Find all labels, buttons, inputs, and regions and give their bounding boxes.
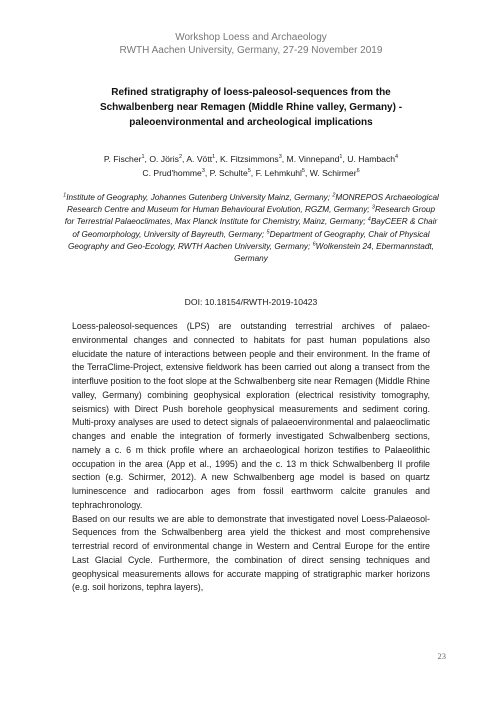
author-affiliation-mark: 1 [212, 154, 216, 161]
affiliation-mark: 4 [367, 216, 371, 223]
author-name: P. Schulte [209, 168, 248, 178]
abstract-body [72, 320, 430, 595]
author-name: C. Prud'homme [142, 168, 202, 178]
author-affiliation-mark: 3 [278, 154, 282, 161]
running-header [0, 31, 502, 57]
author-name: F. Lehmkuhl [255, 168, 302, 178]
header-venue: RWTH Aachen University, Germany, 27-29 November 2019 [119, 45, 383, 56]
affiliation-text: MONREPOS Archaeological Research Centre and Museum for Human Behavioural Evolution, RGZM, Germany; [66, 193, 439, 215]
author-name: P. Fischer [103, 154, 142, 164]
header-workshop: Workshop Loess and Archaeology [175, 32, 327, 43]
title-line-2: Schwalbenberg near Remagen (Middle Rhine valley, Germany) - [99, 102, 403, 113]
affiliation-text: Wolkenstein 24, Ebermannstadt, Germany [234, 241, 434, 264]
author-name: W. Schirmer [309, 168, 357, 178]
author-affiliation-mark: 5 [247, 168, 251, 175]
author-list [60, 152, 442, 180]
author-name: M. Vinnepand [286, 154, 340, 164]
title-line-1: Refined stratigraphy of loess-paleosol-sequences from the [111, 87, 391, 98]
affiliation-mark: 3 [371, 204, 375, 211]
author-affiliation-mark: 5 [301, 168, 305, 175]
author-name: U. Hambach [347, 154, 396, 164]
abstract-paragraph-1: Loess-paleosol-sequences (LPS) are outstanding terrestrial archives of palaeo-environmental changes and connected to habitats for past human populations also elucidate the nature of interactions between people and their environment. In the frame of the TerraClime-Project, extensive fieldwork has been carried out along a transect from the interfluve position to the foot slope at the Schwalbenberg site near Remagen (Middle Rhine valley, Germany) combining geophysical exploration (electrical resistivity tomography, seismics) with Direct Push borehole geophysical measurements and sediment coring. Multi-proxy analyses are used to detect signals of palaeoenvironmental and palaeoclimatic changes and enable the integration of formerly investigated Schwalbenberg sections, namely a c. 6 m thick profile where an archaeological horizon testifies to Palaeolithic occupation in the area (App et al., 1995) and the c. 13 m thick Schwalbenberg II profile section (e.g. Schirmer, 2012). A new Schwalbenberg age model is based on quartz luminescence and radiocarbon ages from fossil earthworm calcite granules and tephrachronology. [72, 321, 430, 510]
affiliations [62, 192, 440, 265]
author-line-1: P. Fischer$^1$, O. Jöris$^2$, A. Vött$^1$, K. Fitzsimmons$^3$, M. Vinnepand$^1$, U. Hambach$^4$ [103, 154, 399, 164]
affiliation-text: Research Group for Terrestrial Palaeoclimates, Max Planck Institute for Chemistry, Mainz, Germany; [64, 205, 436, 227]
doi: DOI: 10.18154/RWTH-2019-10423 [184, 297, 318, 307]
author-name: O. Jöris [149, 154, 179, 164]
author-affiliation-mark: 2 [178, 154, 182, 161]
author-affiliation-mark: 1 [339, 154, 343, 161]
affiliation-mark: 2 [332, 192, 336, 199]
author-affiliation-mark: 3 [201, 168, 205, 175]
affiliation-mark: 5 [266, 228, 270, 235]
affiliation-mark: 6 [312, 241, 316, 248]
author-affiliation-mark: 1 [141, 154, 145, 161]
author-line-2: C. Prud'homme$^3$, P. Schulte$^5$, F. Lehmkuhl$^5$, W. Schirmer$^6$ [142, 168, 360, 178]
author-affiliation-mark: 4 [395, 154, 399, 161]
affiliation-text: Institute of Geography, Johannes Gutenberg University Mainz, Germany; [66, 193, 331, 202]
affiliation-mark: 1 [63, 192, 67, 199]
affiliation-text: BayCEER & Chair of Geomorphology, University of Bayreuth, Germany; [72, 217, 438, 239]
author-name: K. Fitzsimmons [219, 154, 279, 164]
author-affiliation-mark: 6 [356, 168, 360, 175]
affiliation-text: Department of Geography, Chair of Physical Geography and Geo-Ecology, RWTH Aachen University, Germany; [68, 229, 430, 251]
title-line-3: paleoenvironmental and archeological implications [129, 117, 373, 128]
author-name: A. Vött [186, 154, 213, 164]
paper-title [70, 85, 432, 130]
page-number: 23 [437, 651, 446, 661]
abstract-paragraph-2: Based on our results we are able to demonstrate that investigated novel Loess-Palaeosol-Sequences from the Schwalbenberg area yield the thickest and most comprehensive terrestrial record of environmental change in Western and Central Europe for the entire Last Glacial Cycle. Furthermore, the combination of direct sensing techniques and geophysical measurements allows for accurate mapping of stratigraphic marker horizons (e.g. soil horizons, tephra layers), [72, 513, 430, 593]
